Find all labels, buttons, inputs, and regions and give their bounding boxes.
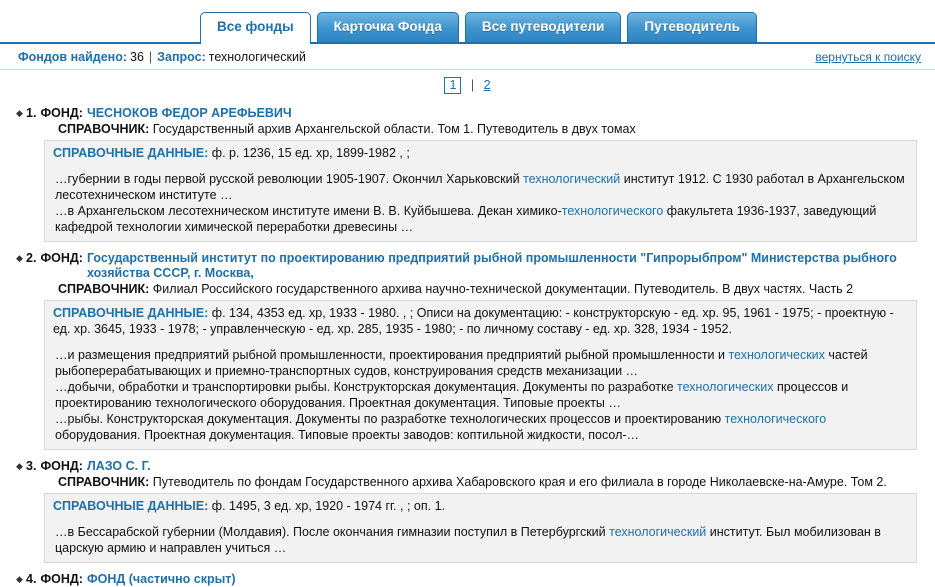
result-heading — [12, 572, 923, 587]
page-link-2[interactable]: 2 — [483, 78, 491, 92]
fond-prefix-label: ФОНД: — [40, 251, 83, 265]
spravochnik-label: СПРАВОЧНИК: — [58, 475, 150, 489]
snippet-panel — [44, 342, 917, 450]
result-index: 1. — [26, 106, 37, 120]
result-heading — [12, 251, 923, 281]
result-index: 3. — [26, 459, 37, 473]
result-item — [12, 251, 923, 450]
results-list — [0, 100, 935, 587]
snippet — [55, 347, 908, 379]
query-value: технологический — [208, 50, 306, 64]
query-label: Запрос: — [157, 50, 206, 64]
snippet-text: институт. Был мобилизован в царскую армию и направлен учиться … — [55, 525, 881, 555]
snippet-text: …губернии в годы первой русской революции 1905-1907. Окончил Харьковский — [55, 172, 524, 186]
result-item — [12, 106, 923, 242]
spravochnik-value: Путеводитель по фондам Государственного архива Хабаровского края и его филиала в городе Николаевске-на-Амуре. Том 2. — [152, 475, 887, 489]
reference-data-panel — [44, 493, 917, 519]
result-heading — [12, 106, 923, 121]
snippet-text: …добычи, обработки и транспортировки рыбы. Конструкторская документация. Документы по разработке — [55, 380, 678, 394]
result-item — [12, 459, 923, 563]
snippet-text: факультета 1936-1937, заведующий кафедрой технологии химической переработки древесины … — [55, 204, 877, 234]
spravochnik-value: Филиал Российского государственного архива научно-технической документации. Путеводитель. В двух частях. Часть 2 — [152, 282, 854, 296]
snippet-text: процессов и проектированию технологического оборудования. Проектная документация. Типовые проекты … — [55, 380, 849, 410]
result-index: 4. — [26, 572, 37, 586]
found-count-value: 36 — [130, 50, 144, 64]
result-index: 2. — [26, 251, 37, 265]
snippet-highlight: технологических — [728, 348, 825, 362]
snippet — [55, 203, 908, 235]
tab-guide[interactable] — [627, 12, 757, 42]
tab-label: Все фонды — [217, 19, 294, 34]
snippet-text: частей рыбоперерабатывающих и приемно-транспортных судов, конструирования средств механизации … — [55, 348, 868, 378]
snippet-text: …в Бессарабской губернии (Молдавия). После окончания гимназии поступил в Петербургский — [55, 525, 610, 539]
fond-prefix-label: ФОНД: — [40, 106, 83, 120]
tab-bar — [0, 0, 935, 44]
bullet-icon: ◆ — [16, 108, 23, 118]
reference-data-value: ф. 134, 4353 ед. хр, 1933 - 1980. , ; Описи на документацию: - конструкторскую - ед. хр. 95, 1961 - 1975; - проектную - ед. хр. 3645, 1933 - 1978; - управленческую - ед. хр. 285, 1935 - 1980; - по личному составу - ед. хр. 328, 1934 - 1952. — [53, 306, 894, 336]
result-item-partial — [12, 572, 923, 587]
tab-all-fonds[interactable] — [200, 12, 311, 44]
bullet-icon: ◆ — [16, 461, 23, 471]
fond-prefix-label: ФОНД: — [40, 459, 83, 473]
reference-data-panel — [44, 140, 917, 166]
reference-data-label: СПРАВОЧНЫЕ ДАННЫЕ: — [53, 146, 209, 160]
fond-prefix-label: ФОНД: — [40, 572, 83, 586]
tab-fond-card[interactable] — [317, 12, 459, 42]
spravochnik-value: Государственный архив Архангельской области. Том 1. Путеводитель в двух томах — [152, 122, 636, 136]
pager-divider: | — [470, 78, 475, 92]
snippet-panel — [44, 166, 917, 242]
bullet-icon: ◆ — [16, 574, 23, 584]
fond-name-link[interactable]: Государственный институт по проектированию предприятий рыбной промышленности "Гипрорыбпром" Министерства рыбного хозяйства СССР, г. Москва, — [86, 251, 897, 280]
results-info-bar — [0, 44, 935, 70]
snippet-highlight: технологического — [724, 412, 827, 426]
fond-name-link[interactable]: ЛАЗО С. Г. — [86, 459, 151, 473]
spravochnik-label: СПРАВОЧНИК: — [58, 282, 150, 296]
reference-data-label: СПРАВОЧНЫЕ ДАННЫЕ: — [53, 306, 209, 320]
snippet-highlight: технологического — [561, 204, 664, 218]
snippet — [55, 171, 908, 203]
pagination — [0, 70, 935, 100]
snippet-highlight: технологический — [609, 525, 707, 539]
fond-name-link[interactable]: ЧЕСНОКОВ ФЕДОР АРЕФЬЕВИЧ — [86, 106, 292, 120]
fond-name-link[interactable]: ФОНД (частично скрыт) — [86, 572, 236, 586]
spravochnik-row — [58, 282, 923, 297]
bullet-icon: ◆ — [16, 253, 23, 263]
tab-label: Карточка Фонда — [333, 19, 442, 34]
snippet-text: …рыбы. Конструкторская документация. Документы по разработке технологических процессов и проектированию — [55, 412, 725, 426]
reference-data-value: ф. р. 1236, 15 ед. хр, 1899-1982 , ; — [211, 146, 410, 160]
reference-data-value: ф. 1495, 3 ед. хр, 1920 - 1974 гг. , ; оп. 1. — [211, 499, 445, 513]
tab-label: Все путеводители — [481, 19, 605, 34]
found-count-label: Фондов найдено: — [18, 50, 128, 64]
spravochnik-row — [58, 475, 923, 490]
snippet-text: …в Архангельском лесотехническом институте имени В. В. Куйбышева. Декан химико- — [55, 204, 562, 218]
infobar-separator: | — [148, 50, 153, 64]
snippet-highlight: технологический — [523, 172, 621, 186]
reference-data-panel — [44, 300, 917, 342]
tab-all-guides[interactable] — [465, 12, 622, 42]
snippet — [55, 379, 908, 411]
result-heading — [12, 459, 923, 474]
snippet-text: …и размещения предприятий рыбной промышленности, проектирования предприятий рыбной промышленности и — [55, 348, 729, 362]
tab-label: Путеводитель — [644, 19, 740, 34]
back-to-search-link[interactable]: вернуться к поиску — [815, 50, 921, 64]
spravochnik-row — [58, 122, 923, 137]
snippet-text: оборудования. Проектная документация. Типовые проекты заводов: коптильной жидкости, посол-… — [55, 428, 640, 442]
reference-data-label: СПРАВОЧНЫЕ ДАННЫЕ: — [53, 499, 209, 513]
snippet — [55, 411, 908, 443]
snippet-text: институт 1912. С 1930 работал в Архангельском лесотехническом институте … — [55, 172, 905, 202]
spravochnik-label: СПРАВОЧНИК: — [58, 122, 150, 136]
snippet — [55, 524, 908, 556]
page-current-1[interactable]: 1 — [444, 77, 461, 94]
snippet-highlight: технологических — [677, 380, 774, 394]
snippet-panel — [44, 519, 917, 563]
